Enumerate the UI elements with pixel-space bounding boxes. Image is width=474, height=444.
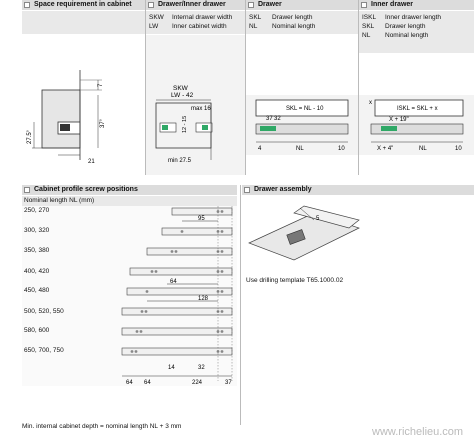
legend-row: LW Inner cabinet width [149,23,227,30]
legend-row: SKL Drawer length [249,14,313,21]
drawer-drawing [246,90,358,160]
inner-drawer-drawing [359,90,474,160]
row-label: 580, 600 [24,327,50,334]
dim-skw: SKW [173,85,188,92]
legend-row: SKW Internal drawer width [149,14,233,21]
row-label: 500, 520, 550 [24,308,64,315]
dim-nl: NL [296,146,304,152]
dim-27-5: 27.5° [27,129,33,144]
dim-64: 64 [126,380,133,386]
drawer-inner-drawing [146,35,245,175]
dim-21: 21 [88,159,95,165]
legend-row: NL Nominal length [249,23,316,30]
row-label: 450, 480 [24,287,50,294]
dim-x: x [369,100,372,106]
row-label: 400, 420 [24,268,50,275]
dim-4: 4 [258,146,262,152]
drilling-template-note: Use drilling template T65.1000.02 [246,277,344,284]
header-inner-drawer [359,0,474,10]
screw-subtitle: Nominal length NL (mm) [24,197,95,204]
dim-12-15: 12 - 15 [182,115,188,133]
dim-min275: min 27.5 [168,158,192,164]
header-drawer-assembly [242,185,474,195]
legend-row: NL Nominal length [362,32,429,39]
dim-95: 95 [198,216,205,222]
legend-inner-drawer [359,11,474,53]
dim-14: 14 [168,365,175,371]
dim-lw-42: LW - 42 [171,92,194,99]
profile-bar [122,348,232,355]
section-title: Cabinet profile screw positions [34,186,138,193]
section-title: Drawer assembly [254,186,312,193]
legend-space [22,11,145,34]
dim-x19: X + 19" [389,117,409,123]
dim-37: 37 [266,116,273,122]
header-space-requirement [22,0,145,10]
dim-nl: NL [419,146,427,152]
row-label: 650, 700, 750 [24,347,64,354]
legend-drawer-inner [146,11,245,34]
dim-max16: max 16 [191,106,211,112]
divider [240,185,241,425]
space-requirement-drawing [22,60,145,172]
header-drawer [246,0,358,10]
section-square-icon [24,187,30,193]
dim-skl: SKL = NL - 10 [286,106,324,112]
legend-row: ISKL Inner drawer length [362,14,442,21]
section-square-icon [248,2,254,8]
dim-37: 37 [225,380,232,386]
section-square-icon [361,2,367,8]
section-square-icon [244,187,250,193]
row-label: 250, 270 [24,207,50,214]
header-drawer-inner [146,0,245,10]
dim-128: 128 [198,296,209,302]
dim-32: 32 [274,116,281,122]
section-title: Space requirement in cabinet [34,1,132,8]
footer-site: www.richelieu.com [372,426,464,438]
dim-7: 7 [98,83,104,87]
profile-bar [122,308,232,315]
legend-drawer [246,11,358,34]
screw-subtitle-bar [22,196,237,206]
row-label: 300, 320 [24,227,50,234]
dim-10: 10 [455,146,462,152]
section-title: Drawer [258,1,282,8]
section-square-icon [24,2,30,8]
legend-row: SKL Drawer length [362,23,426,30]
dim-iskl: ISKL = SKL + x [397,106,438,112]
section-square-icon [148,2,154,8]
header-screw-positions [22,185,237,195]
dim-10: 10 [338,146,345,152]
dim-32: 32 [198,365,205,371]
profile-bar [127,288,232,295]
section-title: Drawer/Inner drawer [158,1,226,8]
profile-bar [122,328,232,335]
dim-64: 64 [144,380,151,386]
footer-note: Min. internal cabinet depth = nominal length NL + 3 mm [22,423,182,430]
row-label: 350, 380 [24,247,50,254]
dim-5: 5 [316,216,320,222]
dim-64: 64 [170,279,177,285]
screw-profiles-drawing [22,206,237,391]
dim-37: 37° [100,118,106,128]
dim-x4: X + 4" [377,146,394,152]
dim-224: 224 [192,380,203,386]
section-title: Inner drawer [371,1,414,8]
drawer-assembly-drawing [244,198,364,270]
